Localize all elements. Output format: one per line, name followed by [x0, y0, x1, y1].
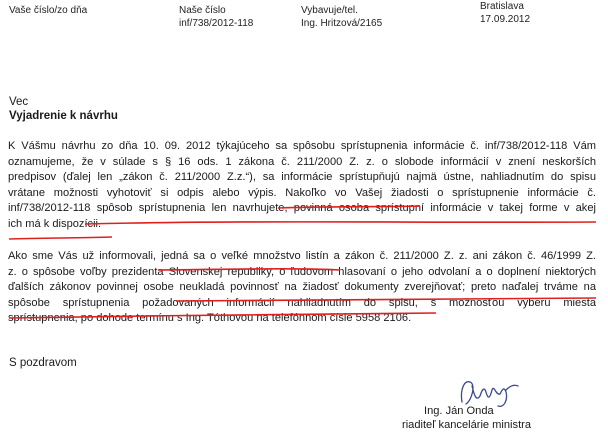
- paragraph-2-line: z. o spôsobe voľby prezidenta Slovenskej republiky, o ľudovom hlasovaní o jeho odvolaní a o doplnení niektorých: [8, 265, 596, 278]
- subject-label: Vec: [9, 96, 29, 108]
- closing-greeting: S pozdravom: [9, 357, 77, 369]
- paragraph-2-line: spôsobe sprístupnenia požadovaných informácií nahliadnutím do spisu, s možnosťou výberu miesta: [8, 296, 596, 309]
- header-handled-by-value: Ing. Hritzová/2165: [301, 18, 383, 29]
- paragraph-1-line: ich má k dispozícii.: [8, 217, 102, 230]
- header-our-ref-label: Naše číslo: [179, 5, 226, 16]
- header-date: 17.09.2012: [480, 14, 531, 25]
- paragraph-1-line: inf/738/2012-118 spôsob sprístupnenia len navrhujete, povinná osoba sprístupní informácie v takej forme v akej: [8, 202, 596, 215]
- paragraph-2-line: sprístupnenia, po dohode termínu s Ing. Tóthovou na telefónnom čísle 5958 2106.: [8, 312, 412, 325]
- header-our-ref-value: inf/738/2012-118: [179, 18, 254, 29]
- header-handled-by-label: Vybavuje/tel.: [301, 5, 358, 16]
- paragraph-1-line: vrátane možnosti vyhotoviť si odpis alebo výpis. Nakoľko vo Vašej žiadosti o sprístupnenie informácie č.: [8, 186, 596, 199]
- header-your-ref-label: Vaše číslo/zo dňa: [9, 5, 88, 16]
- paragraph-1-line: predpisov (ďalej len „zákon č. 211/2000 Z.z.“), sa informácie sprístupňujú najmä ústne, nahliadnutím do spisu: [8, 171, 596, 184]
- header-place: Bratislava: [480, 1, 524, 12]
- subject-title: Vyjadrenie k návrhu: [9, 110, 118, 122]
- paragraph-1-line: oznamujeme, že v súlade s § 16 ods. 1 zákona č. 211/2000 Z. z. o slobode informácií v znení neskorších: [8, 155, 596, 168]
- signatory-name: Ing. Ján Onda: [424, 405, 494, 417]
- paragraph-2-line: Ako sme Vás už informovali, jedná sa o veľké množstvo listín a zákon č. 211/2000 Z. z. ani zákon č. 46/1999 Z.: [8, 250, 596, 262]
- annotation-underline: [9, 237, 112, 239]
- paragraph-2: [8, 249, 596, 327]
- paragraph-1: [8, 139, 596, 233]
- signatory-title: riaditeľ kancelárie ministra: [402, 419, 532, 431]
- paragraph-1-line: K Vášmu návrhu zo dňa 10. 09. 2012 týkajúceho sa spôsobu sprístupnenia informácie č. inf/738/2012-118 Vám: [8, 140, 596, 152]
- paragraph-2-line: ďalších zákonov povinnej osobe neukladá povinnosť na žiadosť dokumenty zverejňovať; preto naďalej trváme na: [8, 281, 596, 294]
